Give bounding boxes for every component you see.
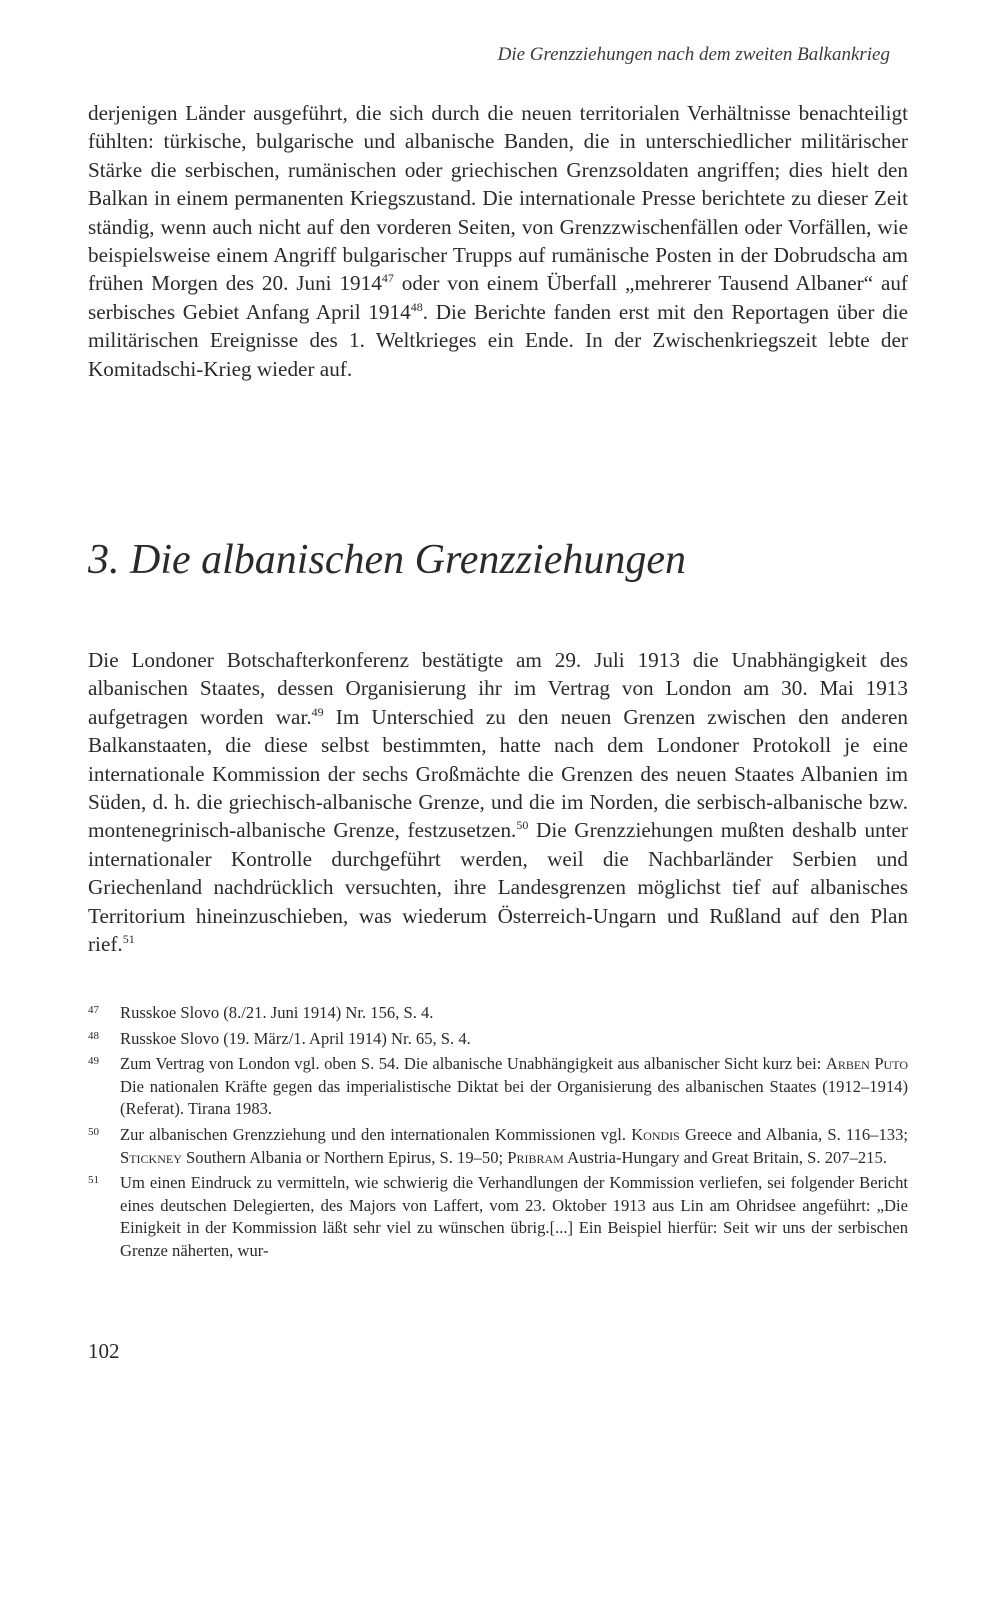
section-heading: 3. Die albanischen Grenzziehungen [88,537,687,583]
author-name: Arben Puto [825,1054,908,1074]
footnote-text: Russkoe Slovo (19. März/1. April 1914) Nr. 65, S. 4. [120,1028,471,1048]
running-head: Die Grenzziehungen nach dem zweiten Balkankrieg [497,44,890,65]
paragraph-text: Im Unterschied zu den neuen Grenzen zwischen den anderen Balkanstaaten, die diese selbst bestimmten, hatte nach dem Londoner Protokoll je eine internationale Kommission der sechs Großmächte die Grenzen des neuen Staates Albanien im Süden, d. h. die griechisch-albanische Grenze, und die im Norden, die serbisch-albanische bzw. montenegrinisch-albanische Grenze, festzusetzen. [88,704,909,843]
footnote-ref-50[interactable]: 50 [516,818,529,833]
footnote-segment: Austria-Hungary and Great Britain, S. 207–215. [563,1147,887,1167]
footnote-segment: Zur albanischen Grenzziehung und den internationalen Kommissionen vgl. [120,1124,632,1144]
footnote-ref-48[interactable]: 48 [410,299,423,314]
paragraph-text: . Die Berichte fanden erst mit den Reportagen über die militärischen Ereignisse des 1. Weltkrieges ein Ende. In der Zwischenkriegszeit lebte der Komitadschi-Krieg wieder auf. [88,299,908,381]
page-number: 102 [88,1339,120,1363]
footnote-number: 50 [88,1125,99,1138]
paragraph-text: oder von einem Überfall „mehrerer Tausend Albaner“ auf serbisches Gebiet Anfang April 1914 [88,271,908,324]
footnote-number: 47 [88,1004,99,1016]
footnote-number: 51 [88,1174,99,1187]
footnote-ref-51[interactable]: 51 [122,932,135,946]
footnote-number: 49 [88,1055,99,1068]
author-name: Stickney [120,1147,182,1167]
footnote-text [120,1053,908,1121]
footnote-text [120,1124,908,1169]
footnote-text: Russkoe Slovo (8./21. Juni 1914) Nr. 156, S. 4. [120,1003,434,1022]
body-paragraph-2 [88,646,908,958]
footnote-49 [88,1053,908,1121]
author-name: Kondis [631,1124,680,1144]
paragraph-text: Die Grenzziehungen mußten deshalb unter internationaler Kontrolle durchgeführt werden, weil die Nachbarländer Serbien und Griechenland nachdrücklich versuchten, ihre Landesgrenzen möglichst tief auf albanisches Territorium hineinzuschieben, was wiederum Österreich-Ungarn und Rußland auf den Plan rief. [88,818,908,957]
footnotes [88,1002,908,1266]
footnote-segment: Southern Albania or Northern Epirus, S. 19–50; [181,1147,508,1167]
footnote-50 [88,1124,908,1169]
footnote-segment: Die nationalen Kräfte gegen das imperialistische Diktat bei der Organisierung des albanischen Staates (1912–1914) (Referat). Tirana 1983. [120,1076,908,1119]
author-name: Pribram [507,1147,564,1167]
footnote-number: 48 [88,1029,99,1042]
footnote-segment: Zum Vertrag von London vgl. oben S. 54. Die albanische Unabhängigkeit aus albanischer Sicht kurz bei: [120,1054,826,1074]
paragraph-text: derjenigen Länder ausgeführt, die sich durch die neuen territorialen Verhältnisse benachteiligt fühlten: türkische, bulgarische und albanische Banden, die in unterschiedlicher militärischer Stärke die serbischen, rumänischen oder griechischen Grenzsoldaten angriffen; dies hielt den Balkan in einem permanenten Kriegszustand. Die internationale Presse berichtete zu dieser Zeit ständig, wenn auch nicht auf den vorderen Seiten, von Grenzzwischenfällen oder Vorfällen, wie beispielsweise einem Angriff bulgarischer Trupps auf rumänische Posten in der Dobrudscha am frühen Morgen des 20. Juni 1914 [88,101,908,296]
footnote-48 [88,1028,908,1051]
footnote-text: Um einen Eindruck zu vermitteln, wie schwierig die Verhandlungen der Kommission verliefen, sei folgender Bericht eines deutschen Delegierten, des Majors von Laffert, vom 23. Oktober 1913 aus Lin am Ohridsee angeführt: „Die Einigkeit in der Kommission läßt sehr viel zu wünschen übrig.[...] Ein Beispiel hierfür: Seit wir uns der serbischen Grenze näherten, wur- [120,1173,908,1260]
footnote-51 [88,1172,908,1262]
footnote-segment: Greece and Albania, S. 116–133; [679,1124,908,1144]
footnote-ref-49[interactable]: 49 [311,704,324,719]
body-paragraph-1 [88,99,908,383]
footnote-ref-47[interactable]: 47 [381,271,394,286]
footnote-47 [88,1002,908,1025]
paragraph-text: Die Londoner Botschafterkonferenz bestätigte am 29. Juli 1913 die Unabhängigkeit des albanischen Staates, dessen Organisierung ihr im Vertrag von London am 30. Mai 1913 aufgetragen worden war. [88,648,908,729]
